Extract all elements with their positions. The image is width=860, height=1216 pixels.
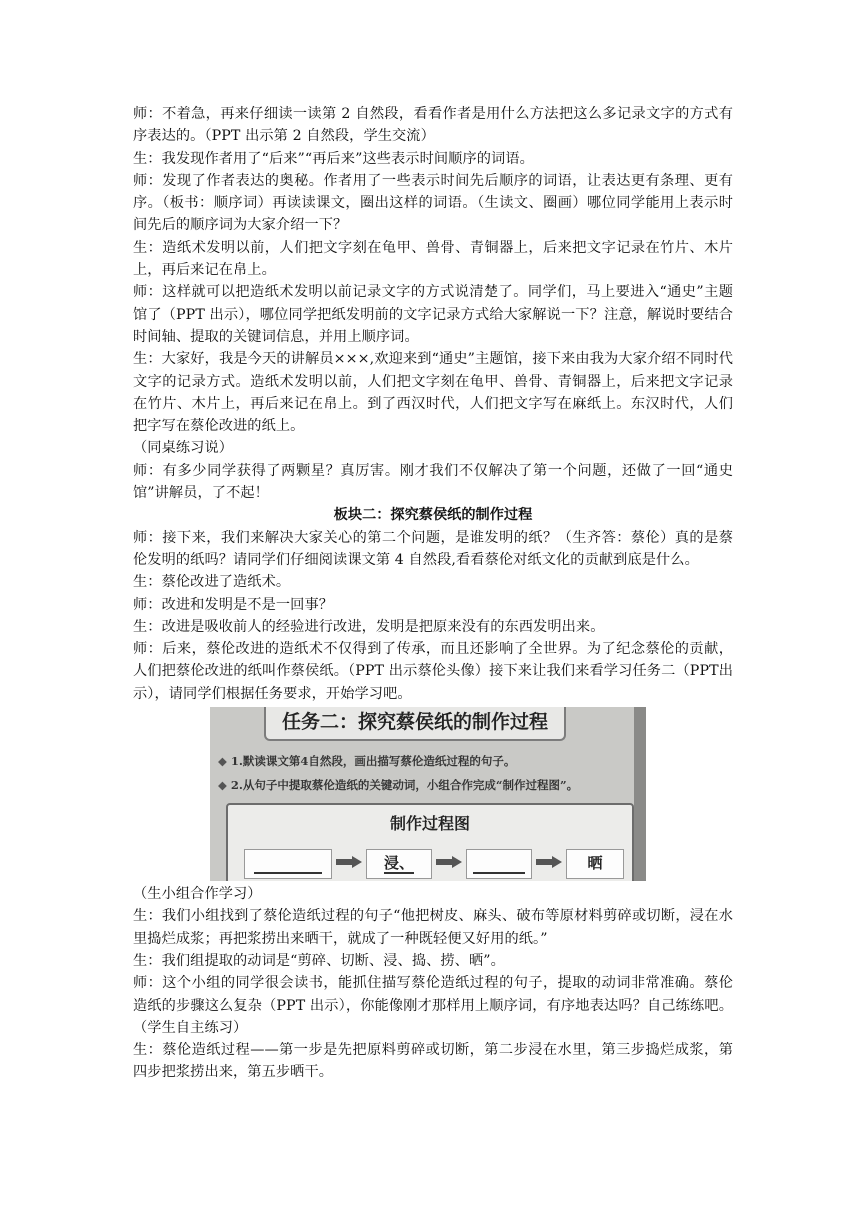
process-diagram xyxy=(226,803,634,881)
bullet-icon: ◆ xyxy=(218,754,227,769)
slide-bullet: ◆ 1.默读课文第4自然段，画出描写蔡伦造纸过程的句子。 xyxy=(218,754,516,769)
paragraph: 生：造纸术发明以前，人们把文字刻在龟甲、兽骨、青铜器上，后来把文字记录在竹片、木片上，再后来记在帛上。 xyxy=(133,239,733,279)
paragraph: 生：我们组提取的动词是“剪碎、切断、浸、捣、捞、晒”。 xyxy=(133,952,505,969)
document-body xyxy=(133,103,733,1084)
paragraph: （生小组合作学习） xyxy=(133,886,262,903)
paragraph: 生：蔡伦造纸过程——第一步是先把原料剪碎或切断，第二步浸在水里，第三步捣烂成浆，第四步把浆捞出来，第五步晒干。 xyxy=(133,1042,733,1081)
section-heading: 板块二：探究蔡侯纸的制作过程 xyxy=(333,507,533,524)
arrow-right-icon xyxy=(536,856,562,868)
paragraph: 师：接下来，我们来解决大家关心的第二个问题，是谁发明的纸？（生齐答：蔡伦）真的是蔡伦发明的纸吗？请同学们仔细阅读课文第 4 自然段,看看蔡伦对纸文化的贡献到底是什么。 xyxy=(133,529,733,568)
paragraph: 师：发现了作者表达的奥秘。作者用了一些表示时间先后顺序的词语，让表达更有条理、更有序。（板书：顺序词）再读读课文，圈出这样的词语。（生读文、圈画）哪位同学能用上表示时间先后的顺序词为大家介绍一下？ xyxy=(133,172,733,234)
paragraph: 生：蔡伦改进了造纸术。 xyxy=(133,574,291,591)
paragraph: 师：这个小组的同学很会读书，能抓住描写蔡伦造纸过程的句子，提取的动词非常准确。蔡伦造纸的步骤这么复杂（PPT 出示），你能像刚才那样用上顺序词，有序地表达吗？自己练练吧。（学生自主练习） xyxy=(133,975,733,1036)
slide-bullet: ◆ 2.从句子中提取蔡伦造纸的关键动词，小组合作完成“制作过程图”。 xyxy=(218,778,579,793)
step-blank xyxy=(244,849,332,879)
ppt-slide-image xyxy=(210,707,646,881)
bullet-icon: ◆ xyxy=(218,778,227,793)
paragraph: 师：有多少同学获得了两颗星？真厉害。刚才我们不仅解决了第一个问题，还做了一回“通史馆”讲解员，了不起！ xyxy=(133,462,733,502)
step-box: 晒 xyxy=(566,849,624,879)
paragraph: 师：后来，蔡伦改进的造纸术不仅得到了传承，而且还影响了全世界。为了纪念蔡伦的贡献，人们把蔡伦改进的纸叫作蔡侯纸。（PPT 出示蔡伦头像）接下来让我们来看学习任务二（PPT出示），请同学们根据任务要求，开始学习吧。 xyxy=(133,641,733,702)
arrow-right-icon xyxy=(436,856,462,868)
arrow-right-icon xyxy=(336,856,362,868)
slide-title: 任务二：探究蔡侯纸的制作过程 xyxy=(264,707,566,741)
step-box: 浸、 xyxy=(366,849,432,879)
paragraph: 生：改进是吸收前人的经验进行改进，发明是把原来没有的东西发明出来。 xyxy=(133,618,605,635)
process-title: 制作过程图 xyxy=(389,814,470,834)
slide-edge xyxy=(634,707,646,881)
paragraph: 师：不着急，再来仔细读一读第 2 自然段，看看作者是用什么方法把这么多记录文字的方式有序表达的。（PPT 出示第 2 自然段，学生交流） xyxy=(133,106,733,145)
paragraph: 生：我发现作者用了“后来”“再后来”这些表示时间顺序的词语。 xyxy=(133,150,534,167)
paragraph: 生：大家好，我是今天的讲解员×××,欢迎来到“通史”主题馆，接下来由我为大家介绍不同时代文字的记录方式。造纸术发明以前，人们把文字刻在龟甲、兽骨、青铜器上，后来把文字记录在竹片、木片上，再后来记在帛上。到了西汉时代，人们把文字写在麻纸上。东汉时代，人们把字写在蔡伦改进的纸上。 xyxy=(133,351,733,435)
paragraph: 生：我们小组找到了蔡伦造纸过程的句子“他把树皮、麻头、破布等原材料剪碎或切断，浸在水里捣烂成浆；再把浆捞出来晒干，就成了一种既轻便又好用的纸。” xyxy=(133,908,733,947)
paragraph: （同桌练习说） xyxy=(133,440,234,457)
step-blank xyxy=(466,849,532,879)
paragraph: 师：这样就可以把造纸术发明以前记录文字的方式说清楚了。同学们，马上要进入“通史”主题馆了（PPT 出示），哪位同学把纸发明前的文字记录方式给大家解说一下？注意，解说时要结合时间轴、提取的关键词信息，并用上顺序词。 xyxy=(133,284,733,345)
paragraph: 师：改进和发明是不是一回事？ xyxy=(133,596,334,613)
